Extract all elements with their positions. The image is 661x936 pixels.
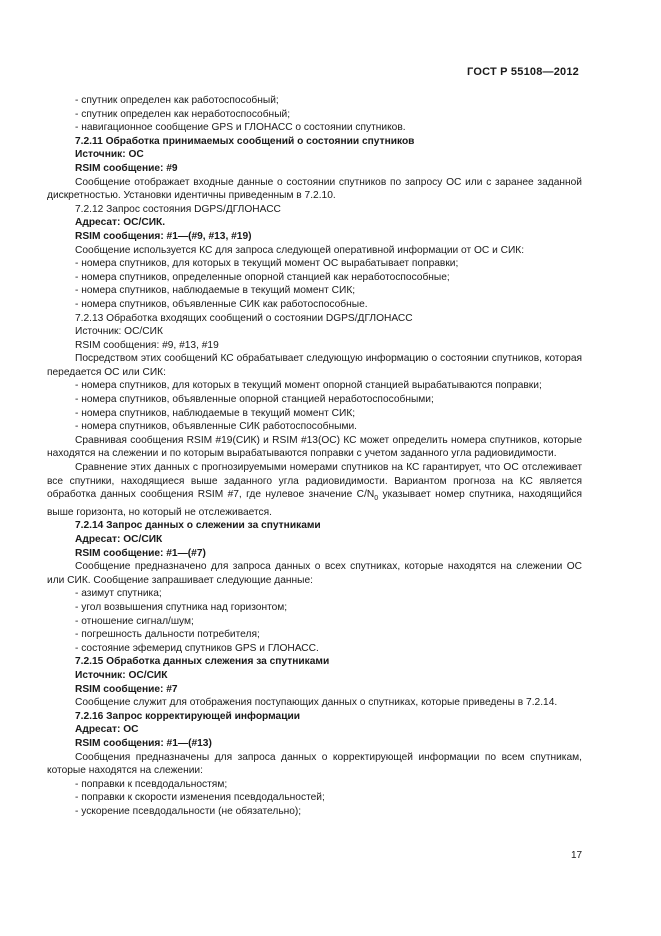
list-item: - ускорение псевдодальности (не обязательно); — [75, 805, 302, 817]
subscript: 0 — [374, 495, 379, 503]
rsim-label: RSIM сообщения: #1—(#13) — [75, 737, 212, 749]
paragraph: Сообщение служит для отображения поступающих данных о спутниках, которые приведены в 7.2.14. — [75, 697, 558, 709]
list-item: - номера спутников, объявленные СИК как работоспособные. — [75, 298, 368, 310]
paragraph: Сообщение используется КС для запроса следующей оперативной информации от ОС и СИК: — [75, 244, 525, 256]
source-label: Источник: ОС — [75, 149, 144, 161]
list-item: - состояние эфемерид спутников GPS и ГЛОНАСС. — [75, 642, 319, 654]
list-item: - номера спутников, для которых в текущий момент опорной станцией вырабатываются поправки; — [75, 380, 542, 392]
list-item: - поправки к скорости изменения псевдодальностей; — [75, 792, 325, 804]
paragraph: Посредством этих сообщений КС обрабатывает следующую информацию о состоянии спутников, которая передается ОС или СИК: — [47, 353, 582, 378]
rsim-label: RSIM сообщения: #9, #13, #19 — [75, 339, 219, 351]
rsim-label: RSIM сообщения: #1—(#9, #13, #19) — [75, 230, 252, 242]
list-item: - номера спутников, для которых в текущий момент ОС вырабатывает поправки; — [75, 258, 459, 270]
section-heading-7-2-13: 7.2.13 Обработка входящих сообщений о состоянии DGPS/ДГЛОНАСС — [75, 312, 413, 324]
list-item: - погрешность дальности потребителя; — [75, 629, 260, 641]
list-item: - угол возвышения спутника над горизонтом; — [75, 602, 288, 613]
list-item: - отношение сигнал/шум; — [75, 615, 194, 627]
paragraph: Сообщение отображает входные данные о состоянии спутников по запросу ОС или с заранее заданной дискретностью. Установки идентичны приведенным в 7.2.10. — [47, 176, 582, 202]
paragraph — [47, 461, 582, 519]
list-item: - номера спутников, определенные опорной станцией как неработоспособные; — [75, 271, 450, 283]
source-label: Источник: ОС/СИК — [75, 326, 163, 338]
rsim-label: RSIM сообщение: #1—(#7) — [75, 547, 206, 559]
paragraph-text: указывает номер спутника, находящийся выше горизонта, но который не отслеживается. — [47, 489, 582, 518]
list-item: - азимут спутника; — [75, 588, 162, 600]
addressee-label: Адресат: ОС/СИК. — [75, 217, 166, 229]
section-heading-7-2-12: 7.2.12 Запрос состояния DGPS/ДГЛОНАСС — [75, 203, 281, 215]
source-label: Источник: ОС/СИК — [75, 669, 168, 681]
addressee-label: Адресат: ОС/СИК — [75, 534, 163, 546]
section-heading-7-2-14: 7.2.14 Запрос данных о слежении за спутниками — [75, 520, 321, 532]
section-heading-7-2-11: 7.2.11 Обработка принимаемых сообщений о состоянии спутников — [75, 135, 415, 147]
list-item: - спутник определен как работоспособный; — [75, 95, 279, 106]
list-item: - навигационное сообщение GPS и ГЛОНАСС о состоянии спутников. — [75, 122, 406, 134]
section-heading-7-2-15: 7.2.15 Обработка данных слежения за спутниками — [75, 656, 330, 668]
list-item: - номера спутников, объявленные опорной станцией неработоспособными; — [75, 394, 434, 406]
addressee-label: Адресат: ОС — [75, 724, 139, 736]
paragraph: Сообщение предназначено для запроса данных о всех спутниках, которые находятся на слежении ОС или СИК. Сообщение запрашивает следующие данные: — [47, 561, 582, 586]
page-number: 17 — [571, 850, 583, 861]
list-item: - номера спутников, наблюдаемые в текущий момент СИК; — [75, 285, 356, 297]
rsim-label: RSIM сообщение: #9 — [75, 162, 178, 174]
paragraph: Сообщения предназначены для запроса данных о корректирующей информации по всем спутникам, которые находятся на слежении: — [47, 751, 582, 777]
paragraph-text: Сравнение этих данных с прогнозируемыми номерами спутников на КС гарантирует, что ОС отслеживает все спутники, находящиеся выше заданного угла радиовидимости. Вариантом прогноза на КС является обработка данных сообщения RSIM #7, где нулевое значение C/N — [47, 462, 582, 501]
list-item: - номера спутников, наблюдаемые в текущий момент СИК; — [75, 407, 356, 419]
section-heading-7-2-16: 7.2.16 Запрос корректирующей информации — [75, 710, 300, 722]
document-code-header: ГОСТ Р 55108—2012 — [467, 66, 579, 78]
rsim-label: RSIM сообщение: #7 — [75, 683, 178, 695]
list-item: - номера спутников, объявленные СИК работоспособными. — [75, 421, 357, 433]
list-item: - спутник определен как неработоспособный; — [75, 108, 291, 120]
document-body — [47, 94, 582, 819]
paragraph: Сравнивая сообщения RSIM #19(СИК) и RSIM #13(ОС) КС может определить номера спутников, которые находятся на слежении и по которым вырабатываются поправки с учетом заданного угла радиовидимости. — [47, 434, 582, 460]
list-item: - поправки к псевдодальностям; — [75, 778, 228, 790]
